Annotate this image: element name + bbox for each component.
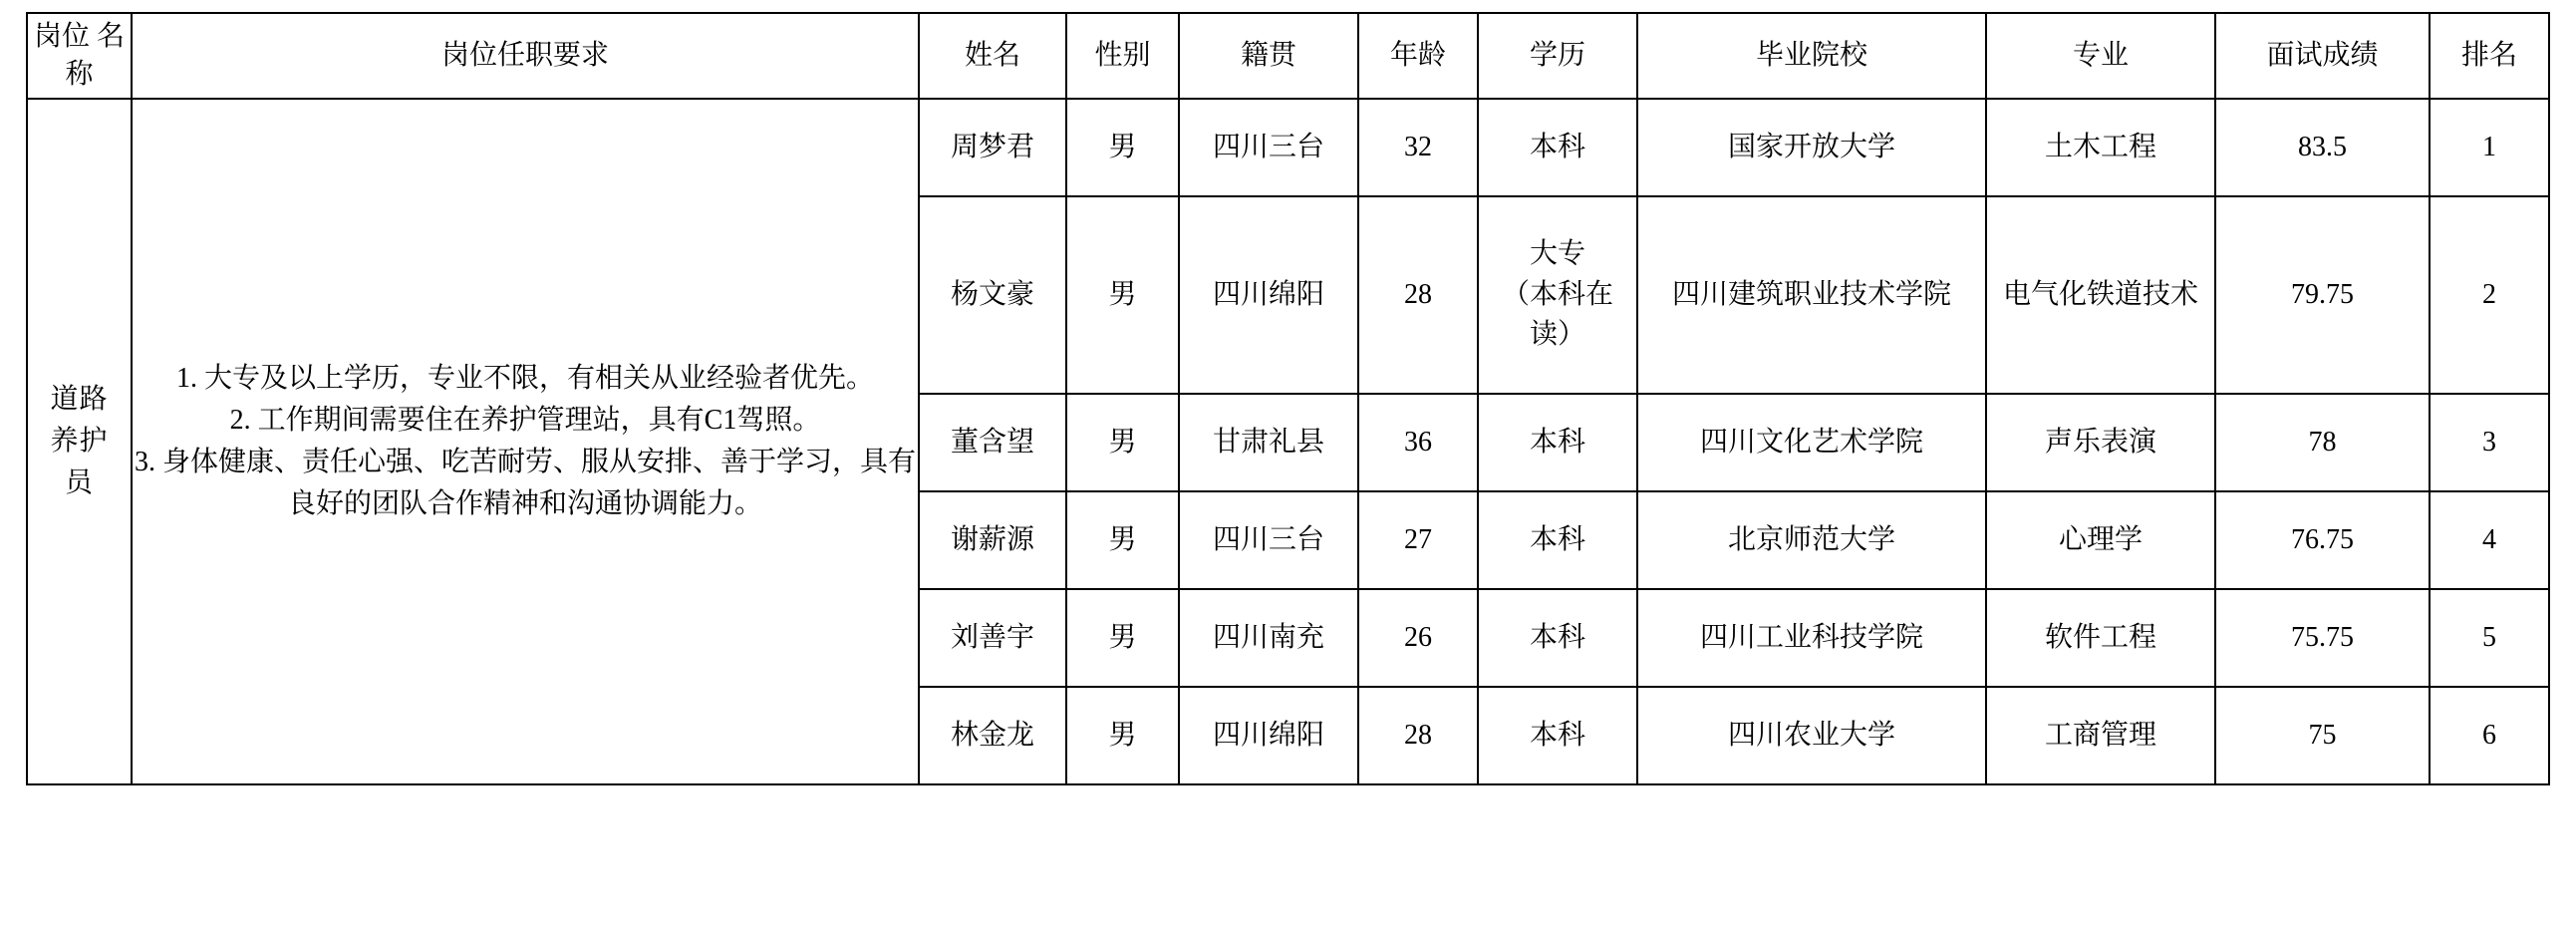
cell-age: 28 xyxy=(1358,687,1478,784)
cell-native-place: 四川三台 xyxy=(1179,491,1358,589)
cell-age: 32 xyxy=(1358,99,1478,196)
cell-major xyxy=(1986,99,2215,196)
cell-school-text: 四川工业科技学院 xyxy=(1699,622,1923,653)
cell-major-text: 电气化铁道技术 xyxy=(2002,279,2198,310)
cell-rank: 5 xyxy=(2430,589,2549,687)
cell-major-text: 软件工程 xyxy=(2044,622,2156,653)
cell-native-place: 四川南充 xyxy=(1179,589,1358,687)
table-body xyxy=(27,99,2549,784)
cell-name: 周梦君 xyxy=(919,99,1066,196)
header-post-name xyxy=(27,13,132,99)
cell-native-place: 四川三台 xyxy=(1179,99,1358,196)
cell-school-text: 四川文化艺术学院 xyxy=(1699,427,1923,458)
header-post-name-line2: 名称 xyxy=(65,21,126,90)
post-name-cell xyxy=(27,99,132,784)
table-header-row xyxy=(27,13,2549,99)
cell-major-text: 声乐表演 xyxy=(2044,427,2156,458)
cell-school xyxy=(1637,491,1986,589)
cell-school xyxy=(1637,394,1986,491)
cell-gender: 男 xyxy=(1066,394,1179,491)
cell-rank: 6 xyxy=(2430,687,2549,784)
cell-education: 本科 xyxy=(1478,589,1637,687)
cell-name: 林金龙 xyxy=(919,687,1066,784)
cell-gender: 男 xyxy=(1066,589,1179,687)
cell-school-text: 四川农业大学 xyxy=(1727,720,1895,751)
cell-interview-score: 76.75 xyxy=(2215,491,2430,589)
requirement-item-1: 1. 大专及以上学历，专业不限，有相关从业经验者优先。 xyxy=(175,363,874,394)
cell-interview-score: 79.75 xyxy=(2215,196,2430,394)
cell-education: 本科 xyxy=(1478,99,1637,196)
cell-major xyxy=(1986,491,2215,589)
cell-gender: 男 xyxy=(1066,491,1179,589)
cell-age: 27 xyxy=(1358,491,1478,589)
cell-school-text: 四川建筑职业技术学院 xyxy=(1671,279,1951,310)
cell-name: 谢薪源 xyxy=(919,491,1066,589)
cell-name: 杨文豪 xyxy=(919,196,1066,394)
cell-gender: 男 xyxy=(1066,99,1179,196)
cell-interview-score: 75 xyxy=(2215,687,2430,784)
cell-gender: 男 xyxy=(1066,687,1179,784)
cell-school xyxy=(1637,687,1986,784)
cell-interview-score: 78 xyxy=(2215,394,2430,491)
header-education: 学历 xyxy=(1478,13,1637,99)
post-name-line1: 道路 xyxy=(50,384,109,415)
header-school: 毕业院校 xyxy=(1637,13,1986,99)
cell-education: 本科 xyxy=(1478,687,1637,784)
cell-school xyxy=(1637,99,1986,196)
cell-education: 本科 xyxy=(1478,491,1637,589)
cell-interview-score: 83.5 xyxy=(2215,99,2430,196)
cell-gender: 男 xyxy=(1066,196,1179,394)
cell-rank: 4 xyxy=(2430,491,2549,589)
post-name-line3: 员 xyxy=(64,467,94,498)
cell-major-text: 工商管理 xyxy=(2044,720,2156,751)
cell-interview-score: 75.75 xyxy=(2215,589,2430,687)
header-name: 姓名 xyxy=(919,13,1066,99)
cell-education-text xyxy=(1479,234,1636,356)
cell-major-text: 土木工程 xyxy=(2044,132,2156,162)
interview-result-table xyxy=(26,12,2550,785)
cell-education xyxy=(1478,196,1637,394)
post-name-line2: 养护 xyxy=(50,426,109,457)
cell-education-line3: 读） xyxy=(1529,319,1585,351)
header-gender: 性别 xyxy=(1066,13,1179,99)
cell-native-place: 四川绵阳 xyxy=(1179,196,1358,394)
cell-age: 28 xyxy=(1358,196,1478,394)
header-post-name-line1: 岗位 xyxy=(33,21,90,53)
requirement-item-3: 3. 身体健康、责任心强、吃苦耐劳、服从安排、善于学习，具有良好的团队合作精神和沟通协调能力。 xyxy=(134,447,916,519)
cell-age: 36 xyxy=(1358,394,1478,491)
table-header xyxy=(27,13,2549,99)
cell-rank: 3 xyxy=(2430,394,2549,491)
cell-school xyxy=(1637,196,1986,394)
cell-name: 刘善宇 xyxy=(919,589,1066,687)
cell-rank: 1 xyxy=(2430,99,2549,196)
cell-major xyxy=(1986,394,2215,491)
cell-major-text: 心理学 xyxy=(2058,524,2143,555)
cell-native-place: 四川绵阳 xyxy=(1179,687,1358,784)
cell-rank: 2 xyxy=(2430,196,2549,394)
cell-education: 本科 xyxy=(1478,394,1637,491)
cell-age: 26 xyxy=(1358,589,1478,687)
table-row xyxy=(27,99,2549,196)
header-major: 专业 xyxy=(1986,13,2215,99)
header-rank: 排名 xyxy=(2430,13,2549,99)
cell-education-line1: 大专 xyxy=(1529,238,1585,270)
cell-major xyxy=(1986,687,2215,784)
cell-school xyxy=(1637,589,1986,687)
header-interview-score: 面试成绩 xyxy=(2215,13,2430,99)
requirements-cell xyxy=(132,99,919,784)
cell-education-line2: （本科在 xyxy=(1501,278,1613,310)
header-age: 年龄 xyxy=(1358,13,1478,99)
cell-name: 董含望 xyxy=(919,394,1066,491)
header-native-place: 籍贯 xyxy=(1179,13,1358,99)
cell-school-text: 国家开放大学 xyxy=(1727,132,1895,162)
requirement-item-2: 2. 工作期间需要住在养护管理站，具有C1驾照。 xyxy=(229,405,821,436)
header-requirements: 岗位任职要求 xyxy=(132,13,919,99)
cell-school-text: 北京师范大学 xyxy=(1727,524,1895,555)
cell-native-place: 甘肃礼县 xyxy=(1179,394,1358,491)
cell-major xyxy=(1986,589,2215,687)
cell-major xyxy=(1986,196,2215,394)
